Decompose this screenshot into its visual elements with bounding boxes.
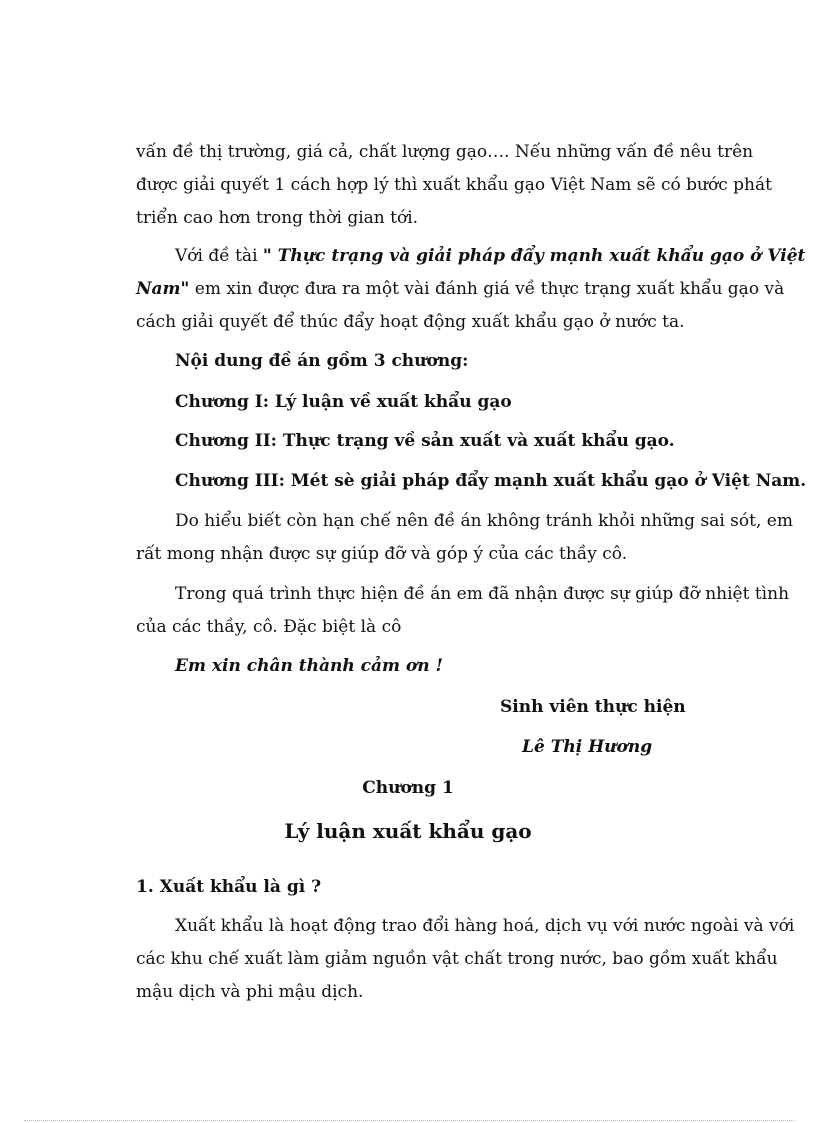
text-line	[136, 273, 785, 306]
topic-rest: em xin được đưa ra một vài đánh giá về thực trạng xuất khẩu gạo và	[189, 279, 785, 299]
apology-paragraph	[136, 505, 793, 571]
closing-thanks: Em xin chân thành cảm ơn !	[175, 656, 443, 676]
thanks-paragraph	[136, 578, 790, 644]
text-line: được giải quyết 1 cách hợp lý thì xuất khẩu gạo Việt Nam sẽ có bước phát	[136, 175, 772, 195]
text-line: Xuất khẩu là hoạt động trao đổi hàng hoá, dịch vụ với nước ngoài và với	[175, 916, 795, 936]
topic-lead: Với đề tài	[175, 246, 263, 266]
text-line: Trong quá trình thực hiện đề án em đã nhận được sự giúp đỡ nhiệt tình	[175, 584, 790, 604]
text-line: cách giải quyết để thúc đẩy hoạt động xuất khẩu gạo ở nước ta.	[136, 312, 685, 332]
topic-title: " Thực trạng và giải pháp đẩy mạnh xuất khẩu gạo ở Việt	[262, 246, 806, 266]
text-line: triển cao hơn trong thời gian tới.	[136, 208, 419, 228]
outline-chapter-3: Chương III: Mét sè giải pháp đẩy mạnh xuất khẩu gạo ở Việt Nam.	[175, 471, 807, 491]
text-line: mậu dịch và phi mậu dịch.	[136, 982, 364, 1002]
intro-paragraph	[136, 136, 772, 235]
chapter-label: Chương 1	[362, 778, 454, 798]
outline-chapter-2: Chương II: Thực trạng về sản xuất và xuất khẩu gạo.	[175, 431, 675, 451]
section-heading: 1. Xuất khẩu là gì ?	[136, 877, 322, 897]
outline-chapter-1: Chương I: Lý luận về xuất khẩu gạo	[175, 392, 512, 412]
text-line: của các thầy, cô. Đặc biệt là cô	[136, 617, 402, 637]
text-line: các khu chế xuất làm giảm nguồn vật chất trong nước, bao gồm xuất khẩu	[136, 949, 778, 969]
signature-name: Lê Thị Hương	[522, 737, 653, 757]
page-footer-rule	[24, 1120, 794, 1121]
section-paragraph	[136, 910, 795, 1009]
topic-paragraph	[136, 240, 806, 339]
text-line: Do hiểu biết còn hạn chế nên đề án không tránh khỏi những sai sót, em	[175, 511, 793, 531]
text-line	[136, 240, 806, 273]
text-line: rất mong nhận được sự giúp đỡ và góp ý của các thầy cô.	[136, 544, 628, 564]
topic-title-end: Nam"	[136, 279, 190, 299]
chapter-title: Lý luận xuất khẩu gạo	[284, 819, 532, 843]
signature-role: Sinh viên thực hiện	[500, 697, 686, 717]
text-line: vấn đề thị trường, giá cả, chất lượng gạo…. Nếu những vấn đề nêu trên	[136, 142, 754, 162]
outline-heading: Nội dung đề án gồm 3 chương:	[175, 351, 469, 371]
